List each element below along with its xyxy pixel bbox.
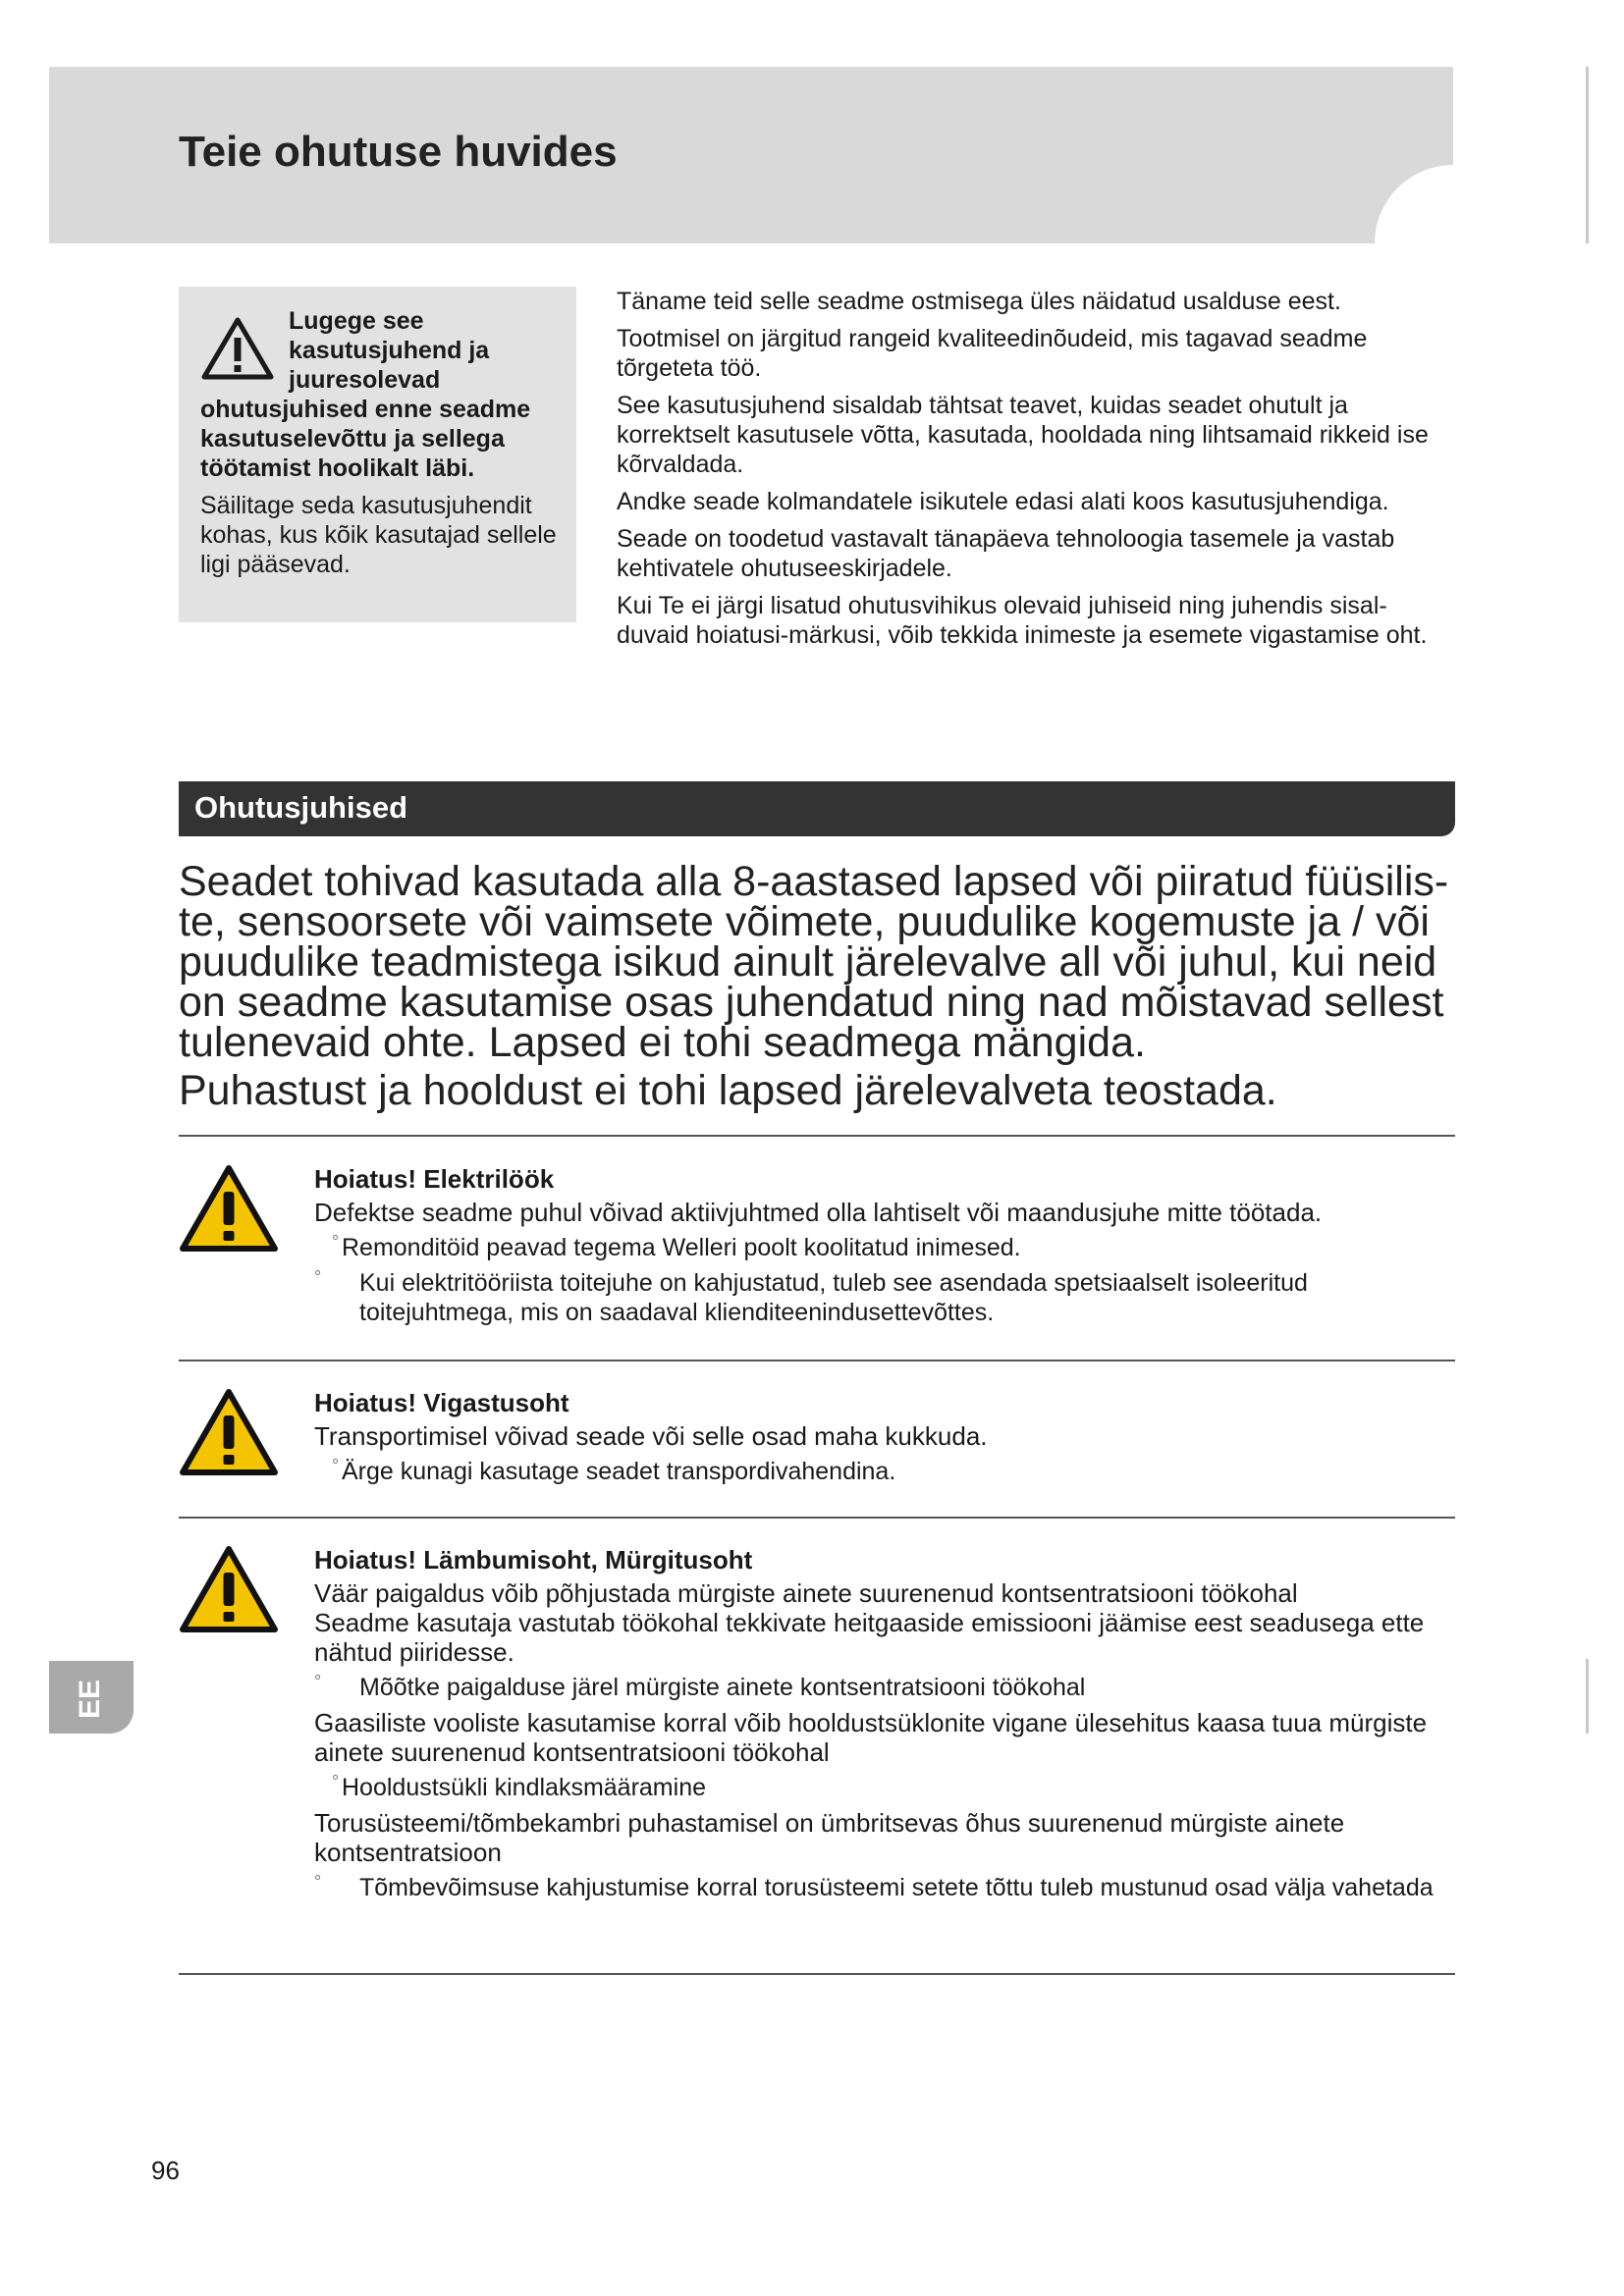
page-title: Teie ohutuse huvides <box>179 128 618 176</box>
section-title: Ohutusjuhised <box>194 790 407 825</box>
warning-body <box>314 1578 1453 1908</box>
warning-triangle-icon <box>200 316 275 381</box>
warning-text: Väär paigaldus võib põhjustada mürgiste ainete suurenenud kontsentratsiooni töökohal <box>314 1578 1298 1608</box>
intro-paragraph: Andke seade kolmandatele isikutele edasi alati koos kasutusjuhendiga. <box>617 488 1389 515</box>
warning-text: Torusüsteemi/tõmbekambri puhastamisel on ümbritsevas õhus suurenenud mürgiste ainete kontsentratsioon <box>314 1808 1345 1867</box>
warning-title: Hoiatus! Vigastusoht <box>314 1388 569 1417</box>
intro-paragraph: See kasutusjuhend sisaldab tähtsat teavet, kuidas seadet ohutult ja korrektselt kasutusele võtta, kasutada, hooldada ning lihtsamaid rikkeid ise kõrvaldada. <box>617 392 1429 478</box>
intro-paragraph: Tootmisel on järgitud rangeid kvaliteedinõudeid, mis tagavad seadme tõrgeteta töö. <box>617 325 1368 382</box>
read-box-bold-rest: ohutusjuhised enne seadme kasutuselevõttu ja sellega töötamist hoolikalt läbi. <box>200 396 531 482</box>
warning-sign-icon <box>179 1164 279 1253</box>
warning-sign-icon <box>179 1388 279 1476</box>
warning-text: Transportimisel võivad seade või selle osad maha kukkuda. <box>314 1421 988 1451</box>
notice-paragraph: Seadet tohivad kasutada alla 8-aastased lapsed või piiratud füüsilis-te, sensoorsete või vaimsete võimete, puudulike kogemuste ja / või puudulike teadmistega isikud ainult järelevalve all või juhul, kui neid on seadme kasutamise osas juhendatud ning nad mõistavad sellest tulenevaid ohte. Lapsed ei tohi seadmega mängida. <box>179 858 1449 1066</box>
warning-instruction: ° Remonditöid peavad tegema Welleri poolt koolitatud inimesed. <box>314 1233 1453 1262</box>
warning-text: Defektse seadme puhul võivad aktiivjuhtmed olla lahtiselt või maandusjuhe mitte töötada. <box>314 1198 1323 1227</box>
intro-paragraph: Kui Te ei järgi lisatud ohutusvihikus olevaid juhiseid ning juhendis sisal-duvaid hoiatusi-märkusi, võib tekkida inimeste ja esemete vigastamise oht. <box>617 592 1428 649</box>
section-header <box>179 781 1455 836</box>
warning-instruction: ° Ärge kunagi kasutage seadet transpordivahendina. <box>314 1457 1453 1486</box>
intro-text <box>617 287 1451 658</box>
warning-text: Gaasiliste vooliste kasutamise korral võib hooldustsüklonite vigane ülesehitus kaasa tuua mürgiste ainete suurenenud kontsentratsiooni töökohal <box>314 1708 1428 1767</box>
margin-line <box>1586 67 1589 243</box>
warning-title: Hoiatus! Lämbumisoht, Mürgitusoht <box>314 1545 753 1575</box>
intro-paragraph: Seade on toodetud vastavalt tänapäeva tehnoloogia tasemele ja vastab kehtivatele ohutuseeskirjadele. <box>617 525 1395 582</box>
warning-title: Hoiatus! Elektrilöök <box>314 1164 555 1194</box>
warning-instruction: ° Kui elektritööriista toitejuhe on kahjustatud, tuleb see asendada spetsiaalselt isoleeritud toitejuhtmega, mis on saadaval klienditeenindusettevõttes. <box>314 1268 1453 1327</box>
divider <box>179 1360 1455 1362</box>
read-box-note: Säilitage seda kasutusjuhendit kohas, kus kõik kasutajad sellele ligi pääsevad. <box>200 492 557 578</box>
divider <box>179 1517 1455 1519</box>
children-safety-notice <box>179 858 1455 1114</box>
warning-instruction: ° Hooldustsükli kindlaksmääramine <box>314 1773 1453 1802</box>
language-tab-label: EE <box>74 1679 106 1719</box>
page-number: 96 <box>151 2156 180 2185</box>
warning-instruction: ° Mõõtke paigalduse järel mürgiste ainete kontsentratsiooni töökohal <box>314 1673 1453 1702</box>
warning-body <box>314 1421 1453 1492</box>
read-box-bold-lead: Lugege see kasutusjuhend ja juuresolevad <box>289 307 490 394</box>
language-tab <box>49 1661 134 1734</box>
warning-body <box>314 1198 1453 1333</box>
read-instructions-box <box>179 287 576 622</box>
warning-text: Seadme kasutaja vastutab töökohal tekkivate heitgaaside emissiooni jäämise eest seadusega ette nähtud piiridesse. <box>314 1608 1425 1667</box>
divider <box>179 1135 1455 1137</box>
warning-instruction: ° Tõmbevõimsuse kahjustumise korral torusüsteemi setete tõttu tuleb mustunud osad välja vahetada <box>314 1873 1453 1902</box>
warning-sign-icon <box>179 1545 279 1633</box>
margin-line <box>1586 1659 1589 1734</box>
intro-paragraph: Täname teid selle seadme ostmisega üles näidatud usalduse eest. <box>617 288 1341 315</box>
notice-paragraph: Puhastust ja hooldust ei tohi lapsed järelevalveta teostada. <box>179 1067 1277 1114</box>
divider <box>179 1973 1455 1975</box>
